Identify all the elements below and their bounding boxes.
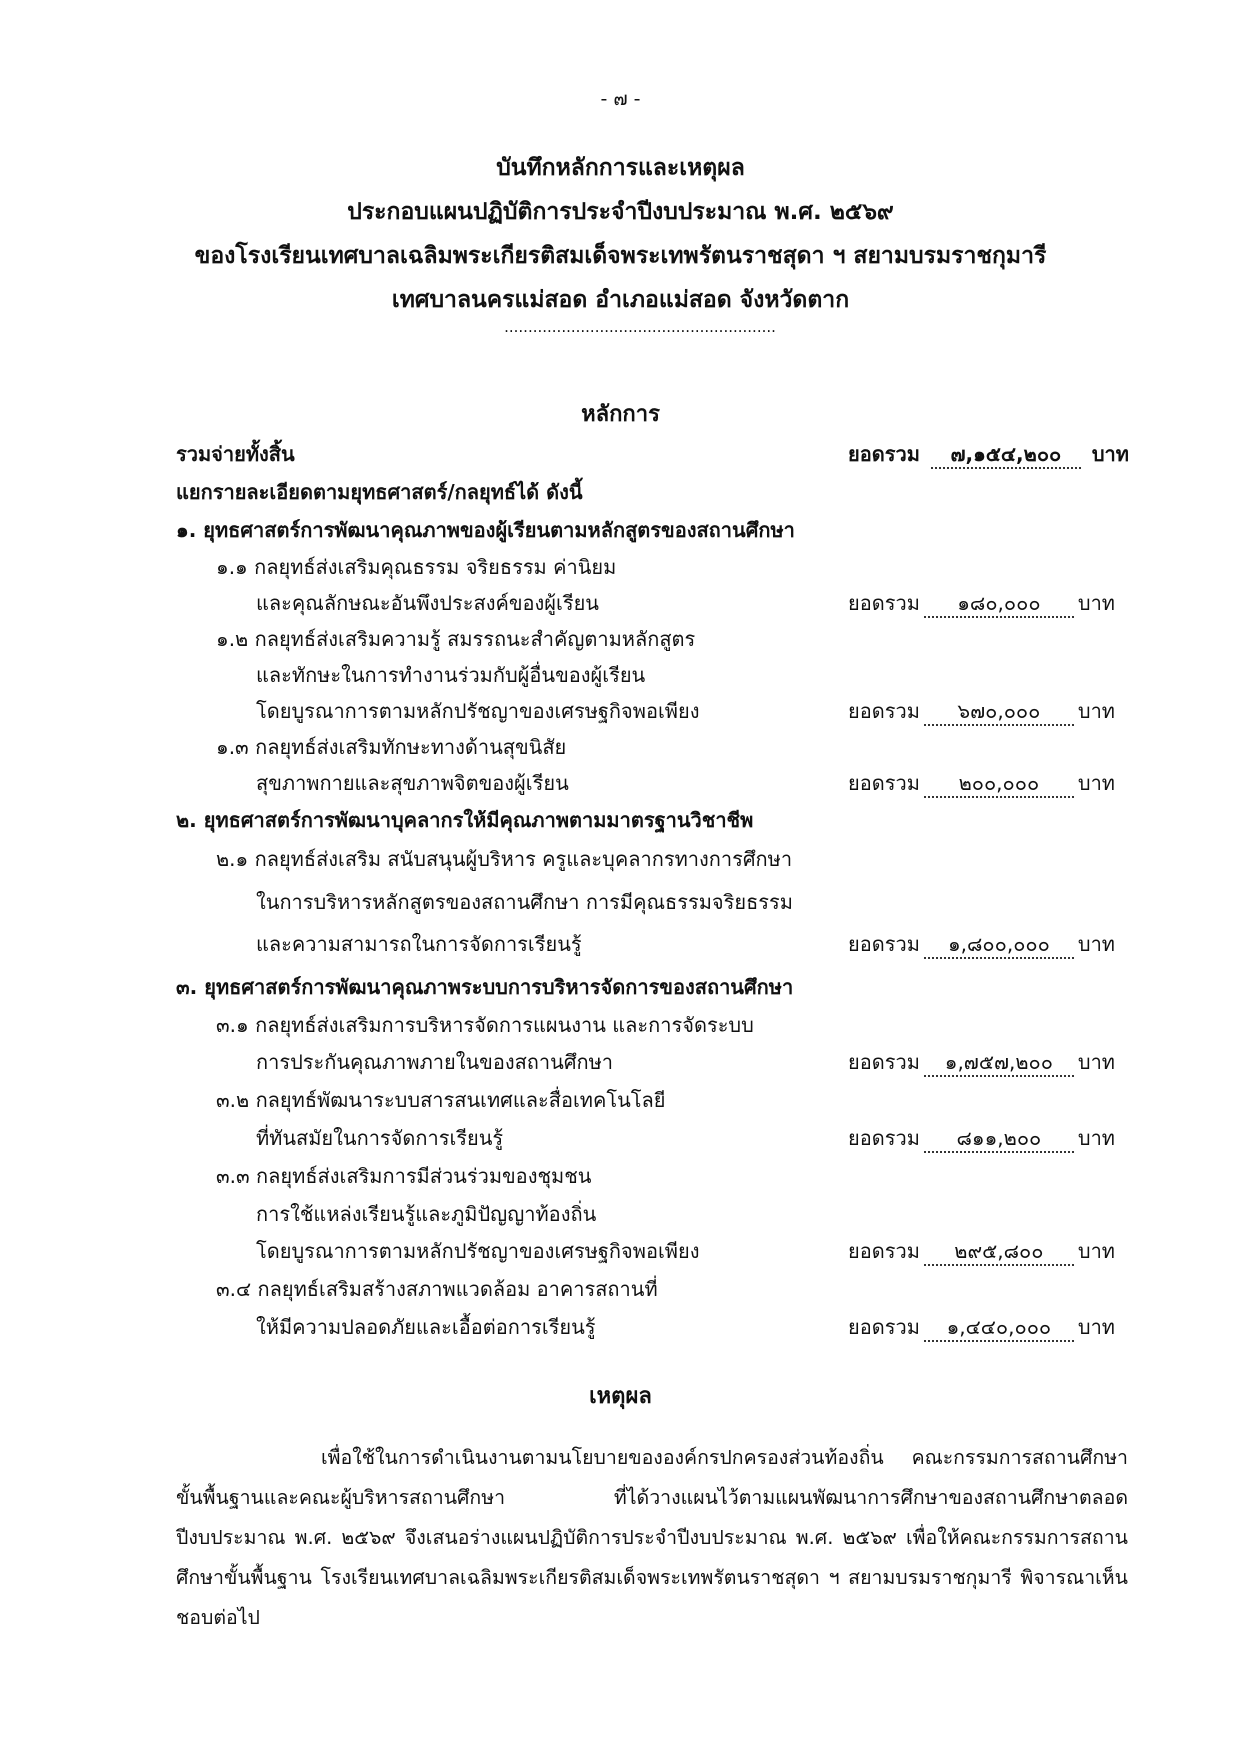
grand-total-value: ๗,๑๕๔,๒๐๐ (931, 441, 1081, 469)
sum-label: ยอดรวม (848, 442, 920, 466)
item-2-1-line: ในการบริหารหลักสูตรของสถานศึกษา การมีคุณธรรมจริยธรรม (256, 890, 793, 914)
item-1-1-line: ๑.๑ กลยุทธ์ส่งเสริมคุณธรรม จริยธรรม ค่านิยม (216, 555, 617, 579)
item-1-2-line: ๑.๒ กลยุทธ์ส่งเสริมความรู้ สมรรถนะสำคัญตามหลักสูตร (216, 627, 696, 651)
header-title: บันทึกหลักการและเหตุผล (496, 155, 745, 181)
item-2-1-amount: ยอดรวม ๑,๘๐๐,๐๐๐ บาท (848, 926, 1115, 962)
item-2-1-line: ๒.๑ กลยุทธ์ส่งเสริม สนับสนุนผู้บริหาร ครูและบุคลากรทางการศึกษา (216, 847, 793, 871)
principles-title: หลักการ (581, 402, 660, 427)
item-3-4-amount: ยอดรวม ๑,๔๔๐,๐๐๐ บาท (848, 1309, 1115, 1345)
grand-total-label: รวมจ่ายทั้งสิ้น (176, 442, 295, 466)
reasons-title: เหตุผล (589, 1384, 652, 1409)
item-1-2-line: และทักษะในการทำงานร่วมกับผู้อื่นของผู้เรียน (256, 663, 646, 687)
item-1-3-line: ๑.๓ กลยุทธ์ส่งเสริมทักษะทางด้านสุขนิสัย (216, 735, 567, 759)
page-number: - ๗ - (600, 88, 641, 110)
strategy-1-title: ๑. ยุทธศาสตร์การพัฒนาคุณภาพของผู้เรียนตามหลักสูตรของสถานศึกษา (176, 518, 795, 542)
currency-label: บาท (1091, 442, 1129, 466)
item-1-2-amount: ยอดรวม ๖๗๐,๐๐๐ บาท (848, 693, 1115, 729)
item-1-2-line: โดยบูรณาการตามหลักปรัชญาของเศรษฐกิจพอเพียง ยอดรวม ๖๗๐,๐๐๐ บาท (176, 693, 1126, 729)
header-subtitle: ประกอบแผนปฏิบัติการประจำปีงบประมาณ พ.ศ. ๒๕๖๙ (347, 199, 894, 225)
strategy-3-title: ๓. ยุทธศาสตร์การพัฒนาคุณภาพระบบการบริหารจัดการของสถานศึกษา (176, 975, 794, 999)
item-3-4-line: ๓.๔ กลยุทธ์เสริมสร้างสภาพแวดล้อม อาคารสถานที่ (216, 1277, 658, 1301)
item-1-3-line: สุขภาพกายและสุขภาพจิตของผู้เรียน ยอดรวม ๒๐๐,๐๐๐ บาท (176, 765, 1126, 801)
item-3-2-line: ที่ทันสมัยในการจัดการเรียนรู้ ยอดรวม ๘๑๑,๒๐๐ บาท (176, 1120, 1126, 1156)
item-3-2-line: ๓.๒ กลยุทธ์พัฒนาระบบสารสนเทศและสื่อเทคโนโลยี (216, 1088, 666, 1112)
header-school: ของโรงเรียนเทศบาลเฉลิมพระเกียรติสมเด็จพระเทพรัตนราชสุดา ฯ สยามบรมราชกุมารี (194, 243, 1047, 269)
item-3-1-line: ๓.๑ กลยุทธ์ส่งเสริมการบริหารจัดการแผนงาน และการจัดระบบ (216, 1013, 754, 1037)
document-header (0, 146, 1241, 322)
item-1-1-amount: ยอดรวม ๑๘๐,๐๐๐ บาท (848, 585, 1115, 621)
item-3-3-line: ๓.๓ กลยุทธ์ส่งเสริมการมีส่วนร่วมของชุมชน (216, 1164, 592, 1188)
item-3-3-amount: ยอดรวม ๒๙๕,๘๐๐ บาท (848, 1233, 1115, 1269)
item-1-3-amount: ยอดรวม ๒๐๐,๐๐๐ บาท (848, 765, 1115, 801)
item-3-3-line: การใช้แหล่งเรียนรู้และภูมิปัญญาท้องถิ่น (256, 1202, 597, 1226)
item-1-1-line: และคุณลักษณะอันพึงประสงค์ของผู้เรียน ยอดรวม ๑๘๐,๐๐๐ บาท (176, 585, 1126, 621)
item-3-2-amount: ยอดรวม ๘๑๑,๒๐๐ บาท (848, 1120, 1115, 1156)
breakdown-label: แยกรายละเอียดตามยุทธศาสตร์/กลยุทธ์ได้ ดังนี้ (176, 480, 583, 504)
item-2-1-line: และความสามารถในการจัดการเรียนรู้ ยอดรวม ๑,๘๐๐,๐๐๐ บาท (176, 926, 1126, 962)
header-separator: ......................................................... (504, 318, 776, 336)
grand-total-row (176, 436, 1129, 472)
reasons-paragraph: เพื่อใช้ในการดำเนินงานตามนโยบายขององค์กรปกครองส่วนท้องถิ่น คณะกรรมการสถานศึกษาขั้นพื้นฐานและคณะผู้บริหารสถานศึกษา ที่ได้วางแผนไว้ตามแผนพัฒนาการศึกษาของสถานศึกษาตลอดปีงบประมาณ พ.ศ. ๒๕๖๙ จึงเสนอร่างแผนปฏิบัติการประจำปีงบประมาณ พ.ศ. ๒๕๖๙ เพื่อให้คณะกรรมการสถานศึกษาขั้นพื้นฐาน โรงเรียนเทศบาลเฉลิมพระเกียรติสมเด็จพระเทพรัตนราชสุดา ฯ สยามบรมราชกุมารี พิจารณาเห็นชอบต่อไป (176, 1446, 1128, 1629)
grand-total-amount (848, 436, 1129, 472)
item-3-4-line: ให้มีความปลอดภัยและเอื้อต่อการเรียนรู้ ยอดรวม ๑,๔๔๐,๐๐๐ บาท (176, 1309, 1126, 1345)
item-3-1-line: การประกันคุณภาพภายในของสถานศึกษา ยอดรวม ๑,๗๕๗,๒๐๐ บาท (176, 1044, 1126, 1080)
reasons-body (176, 1438, 1128, 1638)
header-location: เทศบาลนครแม่สอด อำเภอแม่สอด จังหวัดตาก (391, 287, 850, 313)
strategy-2-title: ๒. ยุทธศาสตร์การพัฒนาบุคลากรให้มีคุณภาพตามมาตรฐานวิชาชีพ (176, 808, 754, 832)
item-3-1-amount: ยอดรวม ๑,๗๕๗,๒๐๐ บาท (848, 1044, 1115, 1080)
item-3-3-line: โดยบูรณาการตามหลักปรัชญาของเศรษฐกิจพอเพียง ยอดรวม ๒๙๕,๘๐๐ บาท (176, 1233, 1126, 1269)
